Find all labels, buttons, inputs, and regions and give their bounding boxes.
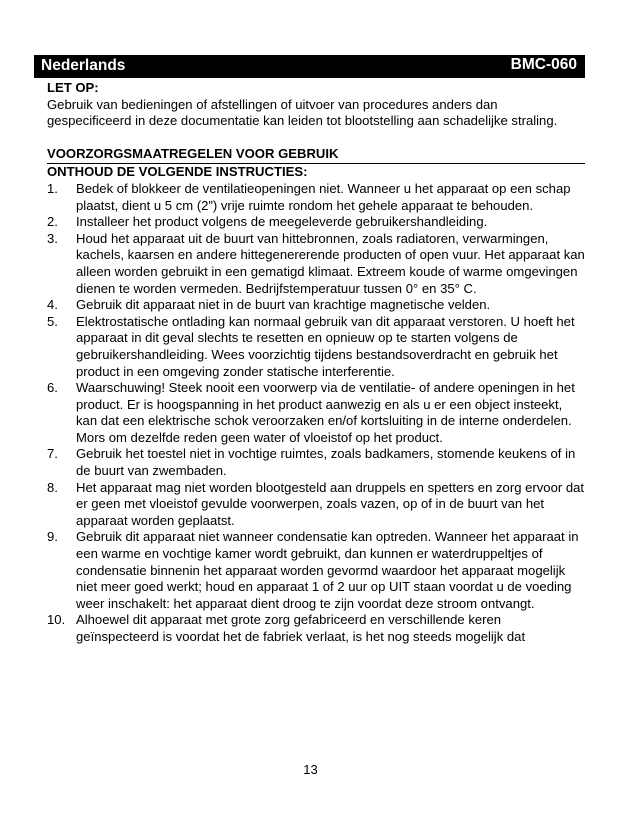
item-text: Bedek of blokkeer de ventilatieopeningen niet. Wanneer u het apparaat op een schap plaatst, dient u 5 cm (2”) vrije ruimte rondom het gehele apparaat te behouden.	[76, 180, 571, 213]
item-text: Gebruik dit apparaat niet wanneer condensatie kan optreden. Wanneer het apparaat in een warme en vochtige kamer wordt gebruikt, dan kunnen er waterdruppeltjes of condensatie binnenin het apparaat worden gevormd waardoor het apparaat mogelijk niet meer goed werkt; houd en apparaat 1 of 2 uur op UIT staan voordat u de voeding weer inschakelt: het apparaat dient droog te zijn voordat deze stroom ontvangt.	[76, 529, 579, 611]
instructions-list	[47, 181, 585, 646]
list-item	[47, 297, 585, 314]
header-bar	[34, 55, 585, 78]
list-item	[47, 231, 585, 297]
list-item	[47, 380, 585, 446]
item-number: 8.	[47, 479, 58, 495]
item-number: 4.	[47, 297, 58, 313]
list-item	[47, 480, 585, 530]
caution-label: LET OP:	[47, 80, 99, 95]
page-number: 13	[303, 762, 318, 777]
item-number: 9.	[47, 529, 58, 545]
item-number: 10.	[47, 612, 66, 628]
item-number: 3.	[47, 230, 58, 246]
list-item	[47, 612, 585, 645]
model-label: BMC-060	[510, 56, 577, 73]
list-item	[47, 314, 585, 380]
list-item	[47, 529, 585, 612]
precautions-title: VOORZORGSMAATREGELEN VOOR GEBRUIK	[47, 145, 339, 161]
item-text: Het apparaat mag niet worden blootgesteld aan druppels en spetters en zorg ervoor dat er geen met vloeistof gevulde voorwerpen, zoals vazen, op of in de buurt van het apparaat worden geplaatst.	[76, 479, 585, 528]
item-number: 7.	[47, 446, 58, 462]
precautions-subtitle: ONTHOUD DE VOLGENDE INSTRUCTIES:	[47, 164, 308, 180]
item-number: 5.	[47, 313, 58, 329]
item-text: Gebruik het toestel niet in vochtige ruimtes, zoals badkamers, stomende keukens of in de buurt van zwembaden.	[76, 446, 576, 479]
item-text: Installeer het product volgens de meegeleverde gebruikershandleiding.	[76, 214, 488, 230]
item-number: 6.	[47, 380, 58, 396]
item-number: 1.	[47, 180, 58, 196]
list-item	[47, 446, 585, 479]
page-content	[47, 80, 585, 646]
item-text: Elektrostatische ontlading kan normaal gebruik van dit apparaat verstoren. U hoeft het apparaat in dit geval slechts te resetten en opnieuw op te starten volgens de gebruikershandleiding. Wees voorzichtig tijdens bestandsoverdracht en gebruik het product in een omgeving zonder statische interferentie.	[76, 313, 575, 379]
list-item	[47, 181, 585, 214]
item-text: Waarschuwing! Steek nooit een voorwerp via de ventilatie- of andere openingen in het product. Er is hoogspanning in het product aanwezig en als u er een object insteekt, kan dat een elektrische schok veroorzaken en/of kortsluiting in de interne onderdelen. Mors om dezelfde reden geen water of vloeistof op het product.	[76, 380, 575, 445]
language-label: Nederlands	[41, 57, 126, 74]
caution-text: Gebruik van bedieningen of afstellingen of uitvoer van procedures anders dan gespecificeerd in deze documentatie kan leiden tot blootstelling aan schadelijke straling.	[47, 96, 558, 129]
item-text: Alhoewel dit apparaat met grote zorg gefabriceerd en verschillende keren geïnspecteerd is voordat het de fabriek verlaat, is het nog steeds mogelijk dat	[76, 612, 526, 644]
list-item	[47, 214, 585, 231]
item-text: Gebruik dit apparaat niet in de buurt van krachtige magnetische velden.	[76, 297, 491, 313]
item-number: 2.	[47, 214, 58, 230]
item-text: Houd het apparaat uit de buurt van hittebronnen, zoals radiatoren, verwarmingen, kachels, kaarsen en andere hittegenererende producten of open vuur. Het apparaat kan alleen worden gebruikt in een gematigd klimaat. Extreem koude of warme omgevingen dienen te worden vermeden. Bedrijfstemperatuur tussen 0° en 35° C.	[76, 230, 585, 296]
